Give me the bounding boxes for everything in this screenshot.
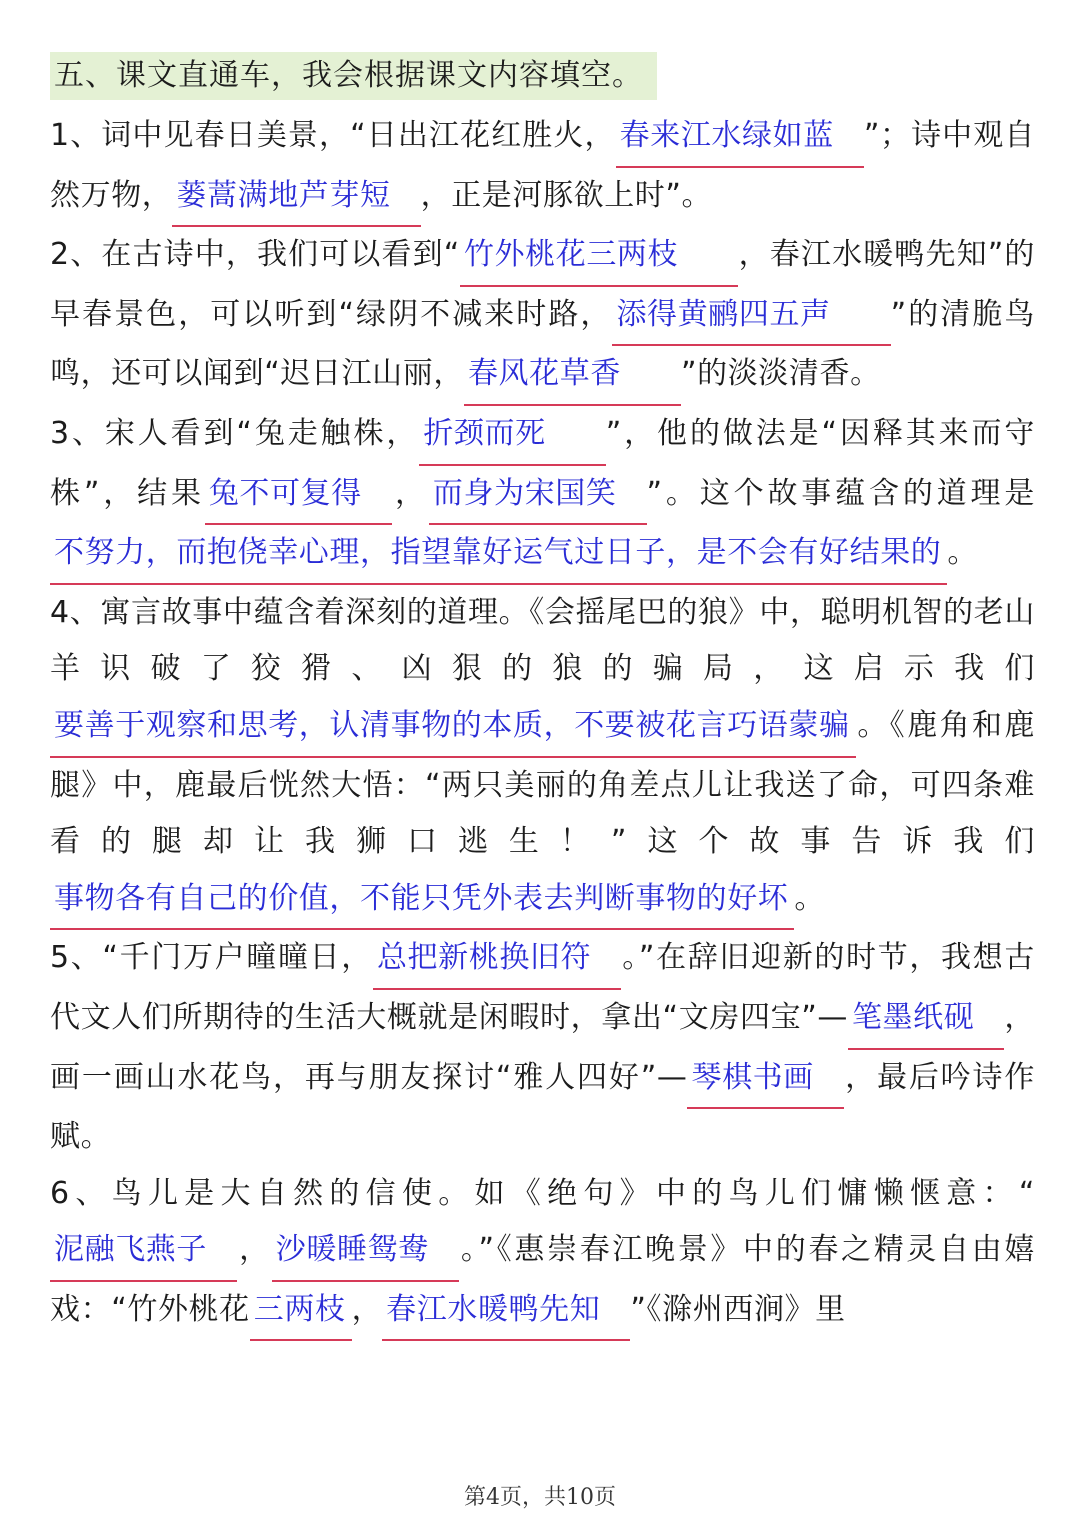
question-3 — [50, 406, 1035, 585]
q2-answer-2: 添得黄鹂四五声 — [612, 287, 890, 347]
q5-text-3: ，画一画山水花鸟，再与朋友探讨“雅人四好”— — [50, 999, 1035, 1095]
worksheet-page — [50, 52, 1035, 1341]
q4-answer-1: 要善于观察和思考，认清事物的本质，不要被花言巧语蒙骗 — [50, 698, 856, 758]
q6-text-4: ， — [351, 1291, 383, 1327]
q5-text-2: 。”在辞旧迎新的时节，我想古代文人们所期待的生活大概就是闲暇时，拿出“文房四宝”— — [50, 940, 1035, 1035]
question-6 — [50, 1166, 1035, 1342]
q5-answer-1: 总把新桃换旧符 — [373, 930, 621, 990]
q3-text-3: ， — [391, 475, 429, 511]
q1-text-2: ”；诗中观自然万物， — [50, 118, 1035, 213]
q6-text-2: ， — [237, 1232, 272, 1268]
question-4 — [50, 585, 1035, 931]
q1-text-1: 1、词中见春日美景，“日出江花红胜火， — [50, 118, 616, 153]
q6-answer-4: 春江水暖鸭先知 — [382, 1282, 630, 1342]
q2-answer-1: 竹外桃花三两枝 — [460, 227, 738, 287]
q2-text-3: ”的清脆鸟鸣，还可以闻到“迟日江山丽， — [50, 296, 1035, 392]
q3-text-2: ”，他的做法是“因释其来而守株”，结果 — [50, 415, 1035, 511]
q2-answer-3: 春风花草香 — [464, 346, 681, 406]
q5-answer-2: 笔墨纸砚 — [848, 990, 1004, 1050]
q1-text-3: ，正是河豚欲上时”。 — [420, 177, 713, 213]
q3-text-4: ”。这个故事蕴含的道理是 — [646, 475, 1035, 511]
q4-text-1: 4、寓言故事中蕴含着深刻的道理。《会摇尾巴的狼》中，聪明机智的老山羊识破了狡猾、凶狠的狼的骗局，这启示我们 — [50, 594, 1035, 687]
q4-text-3: 。 — [794, 880, 826, 916]
q3-answer-1: 折颈而死 — [419, 406, 605, 466]
q2-text-1: 2、在古诗中，我们可以看到“ — [50, 237, 460, 273]
q3-text-1: 3、宋人看到“兔走触株， — [50, 415, 420, 451]
question-1 — [50, 108, 1035, 227]
page-number: 第4页，共10页 — [464, 1485, 616, 1510]
section-heading: 五、课文直通车，我会根据课文内容填空。 — [50, 52, 657, 100]
q3-answer-2: 兔不可复得 — [205, 466, 392, 526]
q2-text-4: ”的淡淡清香。 — [680, 356, 881, 392]
question-2 — [50, 227, 1035, 406]
q6-text-5: ”《滁州西涧》里 — [630, 1291, 846, 1327]
q3-text-5: 。 — [947, 535, 979, 571]
question-5 — [50, 930, 1035, 1165]
q3-answer-3: 而身为宋国笑 — [429, 466, 647, 526]
q4-text-2: 。《鹿角和鹿腿》中，鹿最后恍然大悟：“两只美丽的角差点儿让我送了命，可四条难看的腿却让我狮口逃生！”这个故事告诉我们 — [50, 707, 1035, 860]
q2-text-2: ，春江水暖鸭先知”的早春景色，可以听到“绿阴不减来时路， — [50, 237, 1035, 332]
q6-answer-3: 三两枝 — [250, 1282, 352, 1342]
q5-answer-3: 琴棋书画 — [687, 1050, 843, 1110]
q6-text-1: 6、鸟儿是大自然的信使。如《绝句》中的鸟儿们慵懒惬意：“ — [50, 1175, 1035, 1211]
q5-text-4: ，最后吟诗作赋。 — [50, 1059, 1035, 1155]
q1-answer-1: 春来江水绿如蓝 — [616, 108, 864, 168]
q1-answer-2: 蒌蒿满地芦芽短 — [172, 168, 420, 228]
q6-answer-1: 泥融飞燕子 — [50, 1222, 237, 1282]
q6-answer-2: 沙暖睡鸳鸯 — [272, 1222, 459, 1282]
q3-answer-4: 不努力，而抱侥幸心理，指望靠好运气过日子，是不会有好结果的 — [50, 525, 947, 585]
q4-answer-2: 事物各有自己的价值，不能只凭外表去判断事物的好坏 — [50, 871, 794, 931]
q6-text-3: 。”《惠崇春江晚景》中的春之精灵自由嬉戏：“竹外桃花 — [50, 1232, 1035, 1327]
q5-text-1: 5、“千门万户曈曈日， — [50, 940, 373, 976]
